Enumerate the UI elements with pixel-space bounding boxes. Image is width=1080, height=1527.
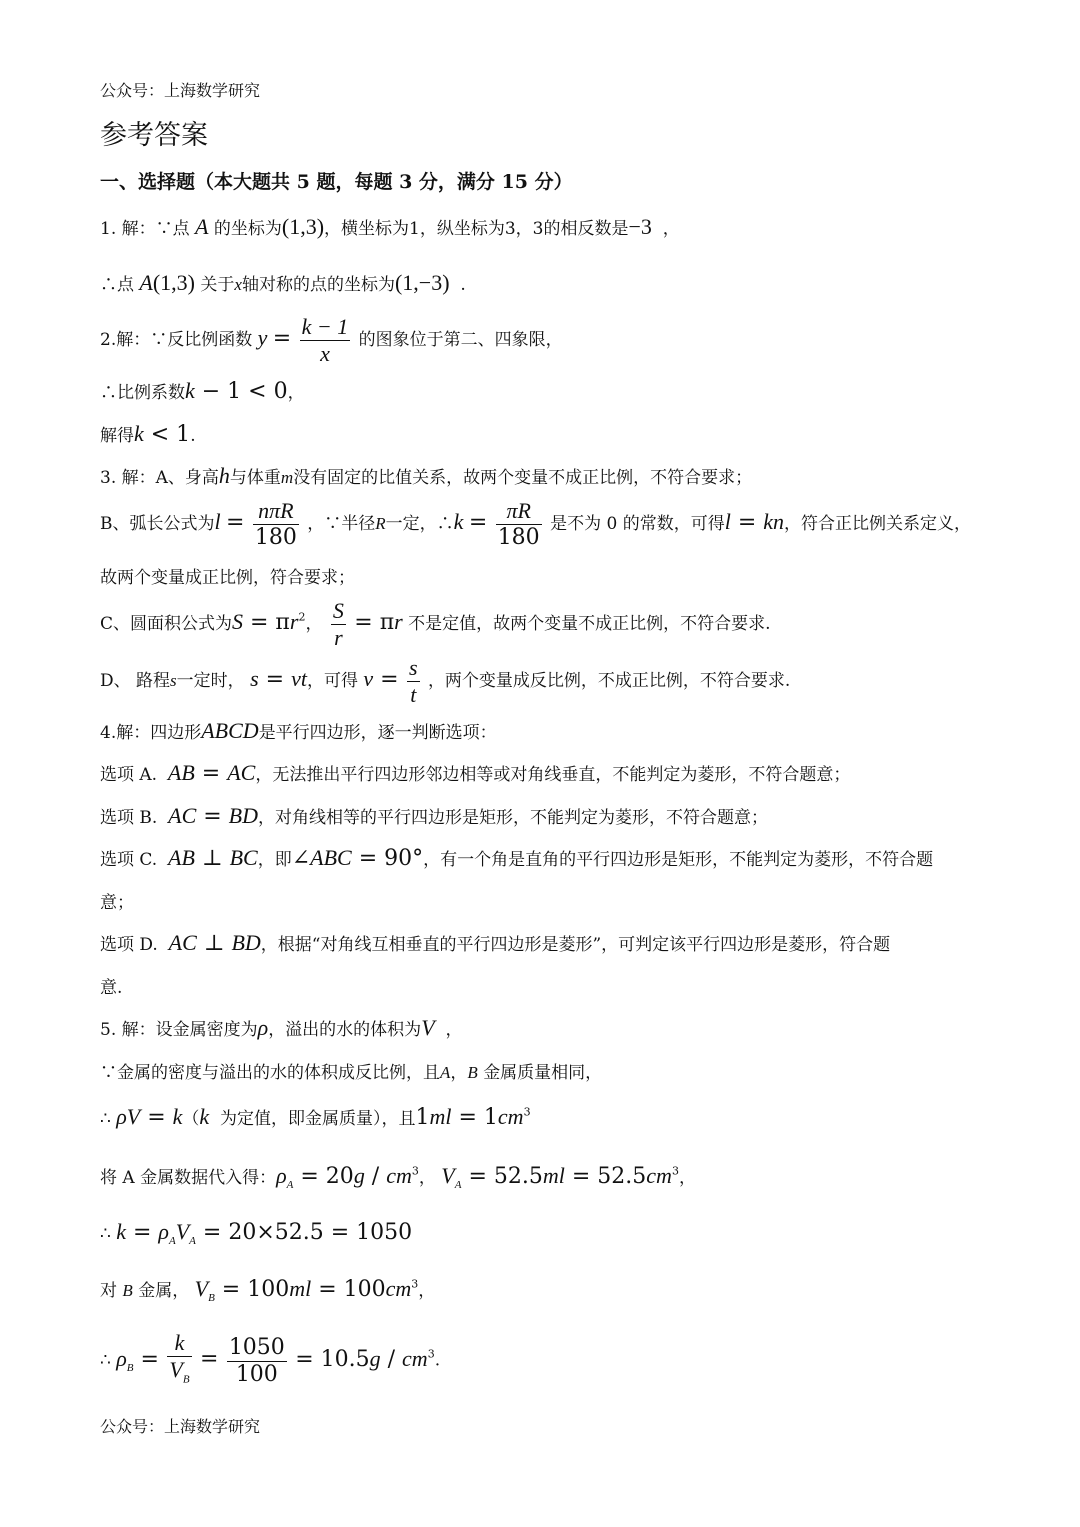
- section-heading: 一、选择题（本大题共 5 题，每题 3 分，满分 15 分）: [100, 171, 573, 193]
- q1-text: 轴对称的点的坐标为: [241, 275, 395, 295]
- q1-line1: 1. 解：∵点 A 的坐标为(1,3)，横坐标为1，纵坐标为3，3的相反数是−3 ，: [100, 214, 680, 239]
- q3-fraction-arc: $\frac{\text{nπR}}{180}$: [254, 498, 297, 550]
- q3-text: ，可得: [306, 671, 358, 691]
- q5-text: .: [434, 1350, 441, 1371]
- q5-text: ，溢出的水的体积为: [268, 1020, 422, 1040]
- q4-option-b: 选项 B. AC = BD，对角线相等的平行四边形是矩形，不能判定为菱形，不符合题意；: [100, 803, 768, 829]
- q5-text: ，: [418, 1168, 436, 1188]
- q2-line2: ∴比例系数k − 1 < 0，: [100, 378, 305, 404]
- q4-text: ，对角线相等的平行四边形是矩形，不能判定为菱形，不符合题意；: [258, 808, 768, 828]
- page-title: 参考答案: [100, 120, 208, 151]
- q4-text: 选项 B.: [100, 808, 158, 828]
- q4-text: 选项 A.: [100, 765, 158, 785]
- q5-line5: ∴ $k = \rho_AV_A = 20\times 52.5 = 1050$: [100, 1219, 413, 1248]
- q4-text: 是平行四边形，逐一判断选项：: [258, 723, 497, 743]
- q4-heading: 4.解：四边形ABCD是平行四边形，逐一判断选项：: [100, 718, 497, 743]
- q3-text: 不是定值，故两个变量不成正比例，不符合要求.: [408, 614, 771, 634]
- q1-text: ，横坐标为1，纵坐标为3，3的相反数是: [324, 219, 629, 239]
- q3-fraction-k: $\frac{\pi R}{180}$: [497, 498, 540, 550]
- q3-line-c: C、圆面积公式为$S = \pi r^2$， $\frac{S}{r}$ = πr 不是定值，故两个变量不成正比例，不符合要求.: [100, 598, 771, 650]
- footer-text: 公众号：上海数学研究: [100, 1417, 261, 1436]
- q1-point: (1,3): [281, 214, 325, 239]
- q2-text: .: [190, 426, 196, 446]
- q3-text: B、弧长公式为: [100, 514, 215, 534]
- q5-text: （: [182, 1109, 200, 1129]
- q3-text: 没有固定的比值关系，故两个变量不成正比例，不符合要求；: [293, 468, 753, 488]
- q3-fraction-c: $\frac{S}{r}$: [332, 598, 344, 650]
- q5-text: 为定值，即金属质量），且: [220, 1109, 416, 1129]
- q1-line2: ∴点 A(1,3) 关于x轴对称的点的坐标为(1,−3) .: [100, 270, 466, 295]
- q3-fraction-d: $\frac{s}{t}$: [408, 655, 418, 707]
- q4-option-d: 选项 D. AC ⊥ BD，根据“对角线互相垂直的平行四边形是菱形”，可判定该平行四边形是菱形，符合题: [100, 930, 891, 956]
- q5-text: ∴: [100, 1109, 111, 1129]
- q3-text: C、圆面积公式为: [100, 614, 233, 634]
- q4-text: ，有一个角是直角的平行四边形是矩形，不能判定为菱形，不符合题: [423, 850, 934, 870]
- q4-text: ，即: [257, 850, 292, 870]
- q5-line7: ∴ $\rho_B$ = $\frac{k}{V_B}$ = $\frac{1050}{100}$ = $10.5g / cm^3$.: [100, 1330, 440, 1392]
- q3-text: 是不为 0 的常数，可得: [550, 514, 725, 534]
- q1-point2: (1,−3): [394, 270, 450, 295]
- q5-line1: 5. 解：设金属密度为ρ，溢出的水的体积为V ，: [100, 1015, 463, 1040]
- q5-line4: 将 A 金属数据代入得：$\rho_A = 20g / cm^3$， $V_A = 52.5ml = 52.5cm^3$，: [100, 1163, 696, 1192]
- q3-text: 一定，∴: [385, 514, 454, 534]
- q4-option-c: 选项 C. AB ⊥ BC，即∠ABC = 90°，有一个角是直角的平行四边形是矩形，不能判定为菱形，不符合题: [100, 845, 934, 871]
- q1-neg: −3: [628, 214, 652, 239]
- header-text: 公众号：上海数学研究: [100, 81, 261, 100]
- q4-text: 4.解：四边形: [100, 723, 202, 743]
- q5-text: 金属，: [138, 1281, 190, 1301]
- q4-text: 意.: [100, 978, 123, 998]
- q2-line1: 2.解：∵反比例函数 y = $\frac{k - 1}{x}$ 的图象位于第二、四象限，: [100, 314, 563, 366]
- q3-line-a: 3. 解：A、身高h与体重m没有固定的比值关系，故两个变量不成正比例，不符合要求；: [100, 463, 753, 488]
- q5-text: ，: [445, 1020, 463, 1040]
- q1-text: 的坐标为: [213, 219, 282, 239]
- q1-text: ∴点: [100, 275, 140, 295]
- q5-fraction-k: $\frac{k}{V_B}$: [169, 1330, 190, 1386]
- q2-text: 2.解：∵反比例函数: [100, 330, 258, 350]
- q4-text: 意；: [100, 893, 134, 913]
- q2-text: 解得: [100, 426, 134, 446]
- q5-line6: 对 B 金属， $V_B = 100ml = 100cm^3$，: [100, 1276, 436, 1305]
- q4-text: ，无法推出平行四边形邻边相等或对角线垂直，不能判定为菱形，不符合题意；: [255, 765, 851, 785]
- q4-option-d2: [100, 973, 122, 998]
- q2-line3: 解得k < 1.: [100, 421, 196, 447]
- q3-text: 一定时，: [176, 671, 245, 691]
- q3-text: D、 路程: [100, 671, 171, 691]
- q3-line-b: B、弧长公式为l = $\frac{\text{nπR}}{180}$ ，∵半径R一定，∴k = $\frac{\pi R}{180}$ 是不为 0 的常数，可得l = kn，符合正比例关系定义，: [100, 498, 972, 550]
- q3-text: 3. 解：A、身高: [100, 468, 219, 488]
- q5-text: ∴: [100, 1350, 111, 1371]
- q1-point: (1,3): [152, 270, 196, 295]
- q4-text: 选项 D.: [100, 935, 158, 955]
- q4-option-c2: [100, 888, 134, 913]
- q5-text: ，: [418, 1281, 436, 1301]
- q4-text: 选项 C.: [100, 850, 158, 870]
- q1-text: .: [460, 275, 466, 295]
- q3-text: ，两个变量成反比例，不成正比例，不符合要求.: [427, 671, 791, 691]
- q4-text: ，根据“对角线互相垂直的平行四边形是菱形”，可判定该平行四边形是菱形，符合题: [260, 935, 891, 955]
- q5-text: ，: [678, 1168, 696, 1188]
- q1-text: 关于: [200, 275, 235, 295]
- q2-fraction: $\frac{k - 1}{x}$: [301, 314, 349, 366]
- q5-text: 5. 解：设金属密度为: [100, 1020, 258, 1040]
- q5-line3: ∴ ρV = k（k 为定值，即金属质量），且$1ml = 1cm^3$: [100, 1104, 531, 1130]
- q2-text: ∴比例系数: [100, 383, 185, 403]
- q3-text: 与体重: [229, 468, 281, 488]
- q4-option-a: 选项 A. AB = AC，无法推出平行四边形邻边相等或对角线垂直，不能判定为菱形，不符合题意；: [100, 760, 851, 786]
- q3-text: ，符合正比例关系定义，: [784, 514, 972, 534]
- q2-text: 的图象位于第二、四象限，: [358, 330, 563, 350]
- q5-line2: ∵金属的密度与溢出的水的体积成反比例，且A，B 金属质量相同，: [100, 1063, 603, 1083]
- q2-text: ，: [287, 383, 305, 403]
- q5-text: 金属质量相同，: [483, 1063, 603, 1083]
- q5-fraction-num: $\frac{1050}{100}$: [228, 1334, 285, 1387]
- q5-text: 将 A 金属数据代入得：: [100, 1168, 277, 1188]
- q1-text: ，: [662, 219, 680, 239]
- q5-text: 对: [100, 1281, 117, 1301]
- q3-text: ，∵半径: [307, 514, 376, 534]
- q3-text: 故两个变量成正比例，符合要求；: [100, 568, 355, 588]
- q3-text: ，: [305, 614, 323, 634]
- q3-line-b2: [100, 563, 355, 588]
- q1-text: 1. 解：∵点: [100, 219, 196, 239]
- q3-line-d: D、 路程s一定时， s = vt，可得 v = $\frac{s}{t}$ ，两个变量成反比例，不成正比例，不符合要求.: [100, 655, 791, 707]
- q5-text: ∴: [100, 1224, 111, 1244]
- q5-text: ∵金属的密度与溢出的水的体积成反比例，且: [100, 1063, 440, 1083]
